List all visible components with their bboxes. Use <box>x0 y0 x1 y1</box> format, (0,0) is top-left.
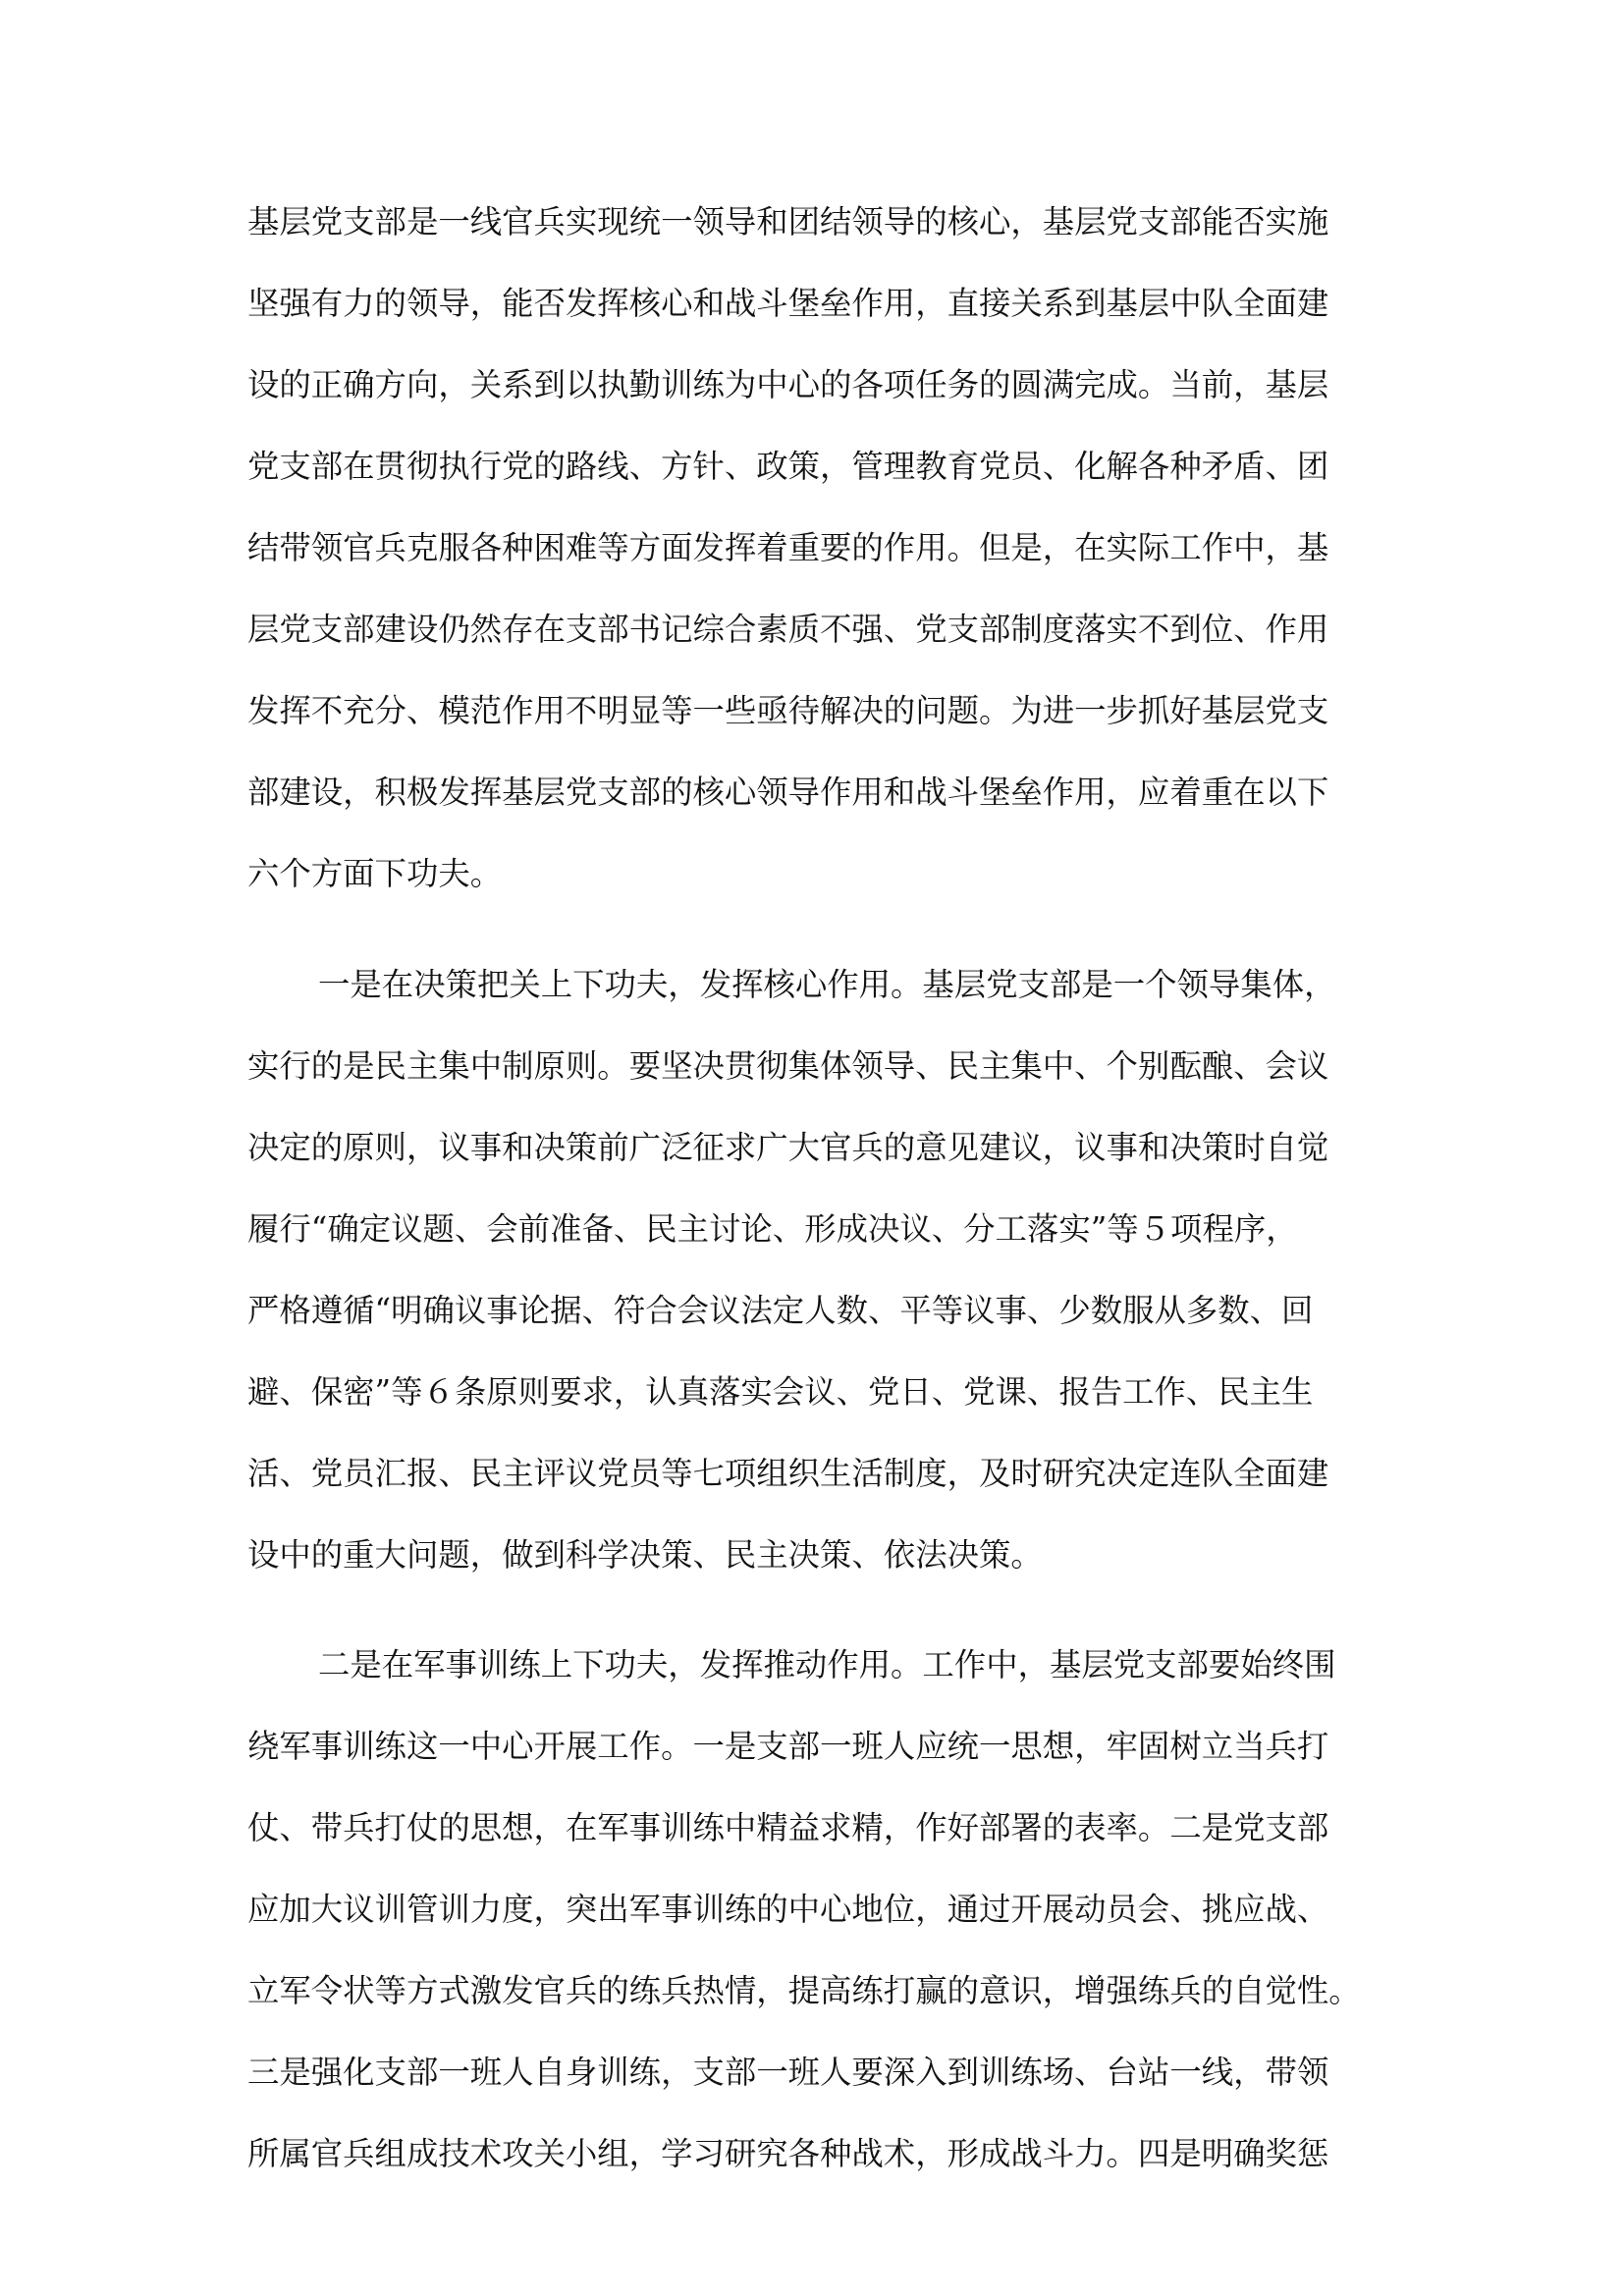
text-line: 所属官兵组成技术攻关小组，学习研究各种战术，形成战斗力。四是明确奖惩 <box>247 2135 1329 2172</box>
text-line: 发挥不充分、模范作用不明显等一些亟待解决的问题。为进一步抓好基层党支 <box>247 692 1329 729</box>
text-line: 仗、带兵打仗的思想，在军事训练中精益求精，作好部署的表率。二是党支部 <box>247 1809 1329 1846</box>
text-line: 设的正确方向，关系到以执勤训练为中心的各项任务的圆满完成。当前，基层 <box>247 366 1329 403</box>
text-line: 活、党员汇报、民主评议党员等七项组织生活制度，及时研究决定连队全面建 <box>247 1455 1329 1492</box>
text-line: 基层党支部是一线官兵实现统一领导和团结领导的核心，基层党支部能否实施 <box>247 203 1329 240</box>
text-line: 避、保密”等６条原则要求，认真落实会议、党日、党课、报告工作、民主生 <box>247 1373 1314 1411</box>
text-line: 立军令状等方式激发官兵的练兵热情，提高练打赢的意识，增强练兵的自觉性。 <box>247 1972 1361 2009</box>
text-line: 党支部在贯彻执行党的路线、方针、政策，管理教育党员、化解各种矛盾、团 <box>247 448 1329 485</box>
text-line: 实行的是民主集中制原则。要坚决贯彻集体领导、民主集中、个别酝酿、会议 <box>247 1047 1329 1085</box>
text-line: 设中的重大问题，做到科学决策、民主决策、依法决策。 <box>247 1536 1043 1574</box>
text-line: 三是强化支部一班人自身训练，支部一班人要深入到训练场、台站一线，带领 <box>247 2054 1329 2091</box>
text-line: 应加大议训管训力度，突出军事训练的中心地位，通过开展动员会、挑应战、 <box>247 1891 1329 1928</box>
text-line: 层党支部建设仍然存在支部书记综合素质不强、党支部制度落实不到位、作用 <box>247 611 1329 648</box>
text-line: 绕军事训练这一中心开展工作。一是支部一班人应统一思想，牢固树立当兵打 <box>247 1728 1329 1765</box>
text-line: 结带领官兵克服各种困难等方面发挥着重要的作用。但是，在实际工作中，基 <box>247 529 1329 566</box>
text-line: 一是在决策把关上下功夫，发挥核心作用。基层党支部是一个领导集体， <box>318 966 1336 1003</box>
text-line: 坚强有力的领导，能否发挥核心和战斗堡垒作用，直接关系到基层中队全面建 <box>247 285 1329 322</box>
text-line: 六个方面下功夫。 <box>247 855 503 892</box>
text-line: 部建设，积极发挥基层党支部的核心领导作用和战斗堡垒作用，应着重在以下 <box>247 774 1329 811</box>
text-line: 履行“确定议题、会前准备、民主讨论、形成决议、分工落实”等５项程序， <box>247 1210 1298 1248</box>
text-line: 严格遵循“明确议事论据、符合会议法定人数、平等议事、少数服从多数、回 <box>247 1292 1314 1329</box>
text-line: 决定的原则，议事和决策前广泛征求广大官兵的意见建议，议事和决策时自觉 <box>247 1129 1329 1166</box>
text-line: 二是在军事训练上下功夫，发挥推动作用。工作中，基层党支部要始终围 <box>318 1646 1336 1683</box>
